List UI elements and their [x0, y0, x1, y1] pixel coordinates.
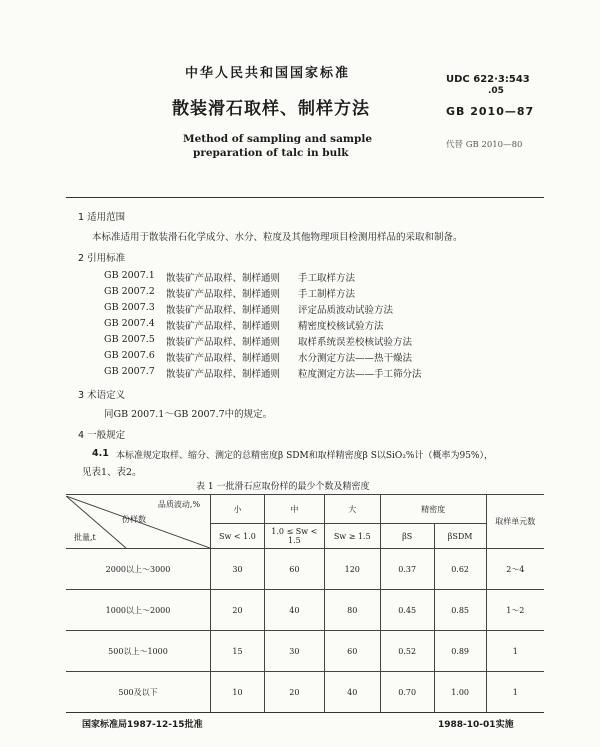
reference-code: GB 2007.1 — [104, 270, 155, 281]
table-corner-cell — [66, 495, 211, 549]
table-cell: 30 — [264, 631, 324, 672]
table-cell: 2～4 — [486, 549, 544, 590]
reference-title: 粒度测定方法——手工筛分法 — [298, 369, 422, 380]
table-cell: 500及以下 — [66, 672, 211, 713]
table-row — [66, 590, 544, 631]
replaces-standard: 代替 GB 2010—80 — [446, 140, 523, 150]
implementation-date: 1988-10-01实施 — [438, 720, 514, 730]
reference-code: GB 2007.6 — [104, 350, 155, 361]
clause-4-1-number: 4.1 — [92, 448, 109, 459]
reference-desc: 散装矿产品取样、制样通则 — [166, 273, 281, 284]
reference-title: 手工取样方法 — [298, 273, 356, 284]
country-standard-heading: 中华人民共和国国家标准 — [185, 66, 351, 81]
reference-title: 评定品质波动试验方法 — [298, 305, 394, 316]
document-title-en-line2: preparation of talc in bulk — [193, 147, 349, 159]
section-1-text: 本标准适用于散装滑石化学成分、水分、粒度及其他物理项目检测用样品的采取和制备。 — [92, 232, 463, 243]
table-cell: 0.62 — [434, 549, 486, 590]
header-divider — [66, 197, 544, 198]
table-cell: 1 — [486, 631, 544, 672]
reference-code: GB 2007.4 — [104, 318, 155, 329]
reference-desc: 散装矿产品取样、制样通则 — [166, 337, 281, 348]
column-subheader: βS — [380, 524, 434, 549]
table-cell: 40 — [264, 590, 324, 631]
reference-code: GB 2007.5 — [104, 334, 155, 345]
reference-title: 手工制样方法 — [298, 289, 356, 300]
table-cell: 0.45 — [380, 590, 434, 631]
table-row — [66, 631, 544, 672]
table-cell: 1 — [486, 672, 544, 713]
table-1-caption: 表 1 一批滑石应取份样的最少个数及精密度 — [196, 482, 370, 492]
column-subheader: βSDM — [434, 524, 486, 549]
table-cell: 0.70 — [380, 672, 434, 713]
document-title-cn: 散装滑石取样、制样方法 — [172, 99, 370, 119]
footer-divider — [66, 712, 544, 713]
section-1-title: 1 适用范围 — [78, 212, 126, 223]
udc-code-suffix: .05 — [488, 86, 504, 96]
column-subheader: Sw < 1.0 — [211, 524, 265, 549]
table-cell: 20 — [264, 672, 324, 713]
reference-title: 取样系统误差校核试验方法 — [298, 337, 413, 348]
clause-4-1-text-continued: 见表1、表2。 — [82, 467, 142, 478]
table-cell: 1～2 — [486, 590, 544, 631]
column-header: 精密度 — [380, 495, 486, 524]
table-cell: 0.89 — [434, 631, 486, 672]
section-3-title: 3 术语定义 — [78, 390, 126, 401]
reference-code: GB 2007.2 — [104, 286, 155, 297]
approval-date: 国家标准局1987-12-15批准 — [82, 720, 203, 730]
table-cell: 2000以上～3000 — [66, 549, 211, 590]
section-4-title: 4 一般规定 — [78, 430, 126, 441]
reference-title: 精密度校核试验方法 — [298, 321, 384, 332]
table-row — [66, 672, 544, 713]
table-cell: 500以上～1000 — [66, 631, 211, 672]
reference-desc: 散装矿产品取样、制样通则 — [166, 369, 281, 380]
table-row — [66, 549, 544, 590]
section-2-title: 2 引用标准 — [78, 253, 126, 264]
table-cell: 20 — [211, 590, 265, 631]
table-cell: 15 — [211, 631, 265, 672]
table-cell: 60 — [264, 549, 324, 590]
column-header: 取样单元数 — [486, 495, 544, 549]
corner-label-lot-size: 批量,t — [74, 532, 96, 542]
corner-label-increments: 份样数 — [122, 514, 146, 524]
reference-desc: 散装矿产品取样、制样通则 — [166, 353, 281, 364]
table-cell: 0.85 — [434, 590, 486, 631]
table-cell: 0.37 — [380, 549, 434, 590]
table-cell: 0.52 — [380, 631, 434, 672]
table-cell: 80 — [324, 590, 380, 631]
table-cell: 1000以上～2000 — [66, 590, 211, 631]
column-subheader: Sw ≥ 1.5 — [324, 524, 380, 549]
reference-code: GB 2007.7 — [104, 366, 155, 377]
table-cell: 120 — [324, 549, 380, 590]
table-cell: 10 — [211, 672, 265, 713]
table-cell: 1.00 — [434, 672, 486, 713]
column-subheader: 1.0 ≤ Sw < 1.5 — [264, 524, 324, 549]
column-header: 中 — [264, 495, 324, 524]
udc-code: UDC 622·3:543 — [446, 74, 530, 85]
sampling-table — [66, 494, 544, 713]
table-cell: 40 — [324, 672, 380, 713]
reference-desc: 散装矿产品取样、制样通则 — [166, 305, 281, 316]
document-title-en-line1: Method of sampling and sample — [183, 133, 373, 145]
corner-label-quality-fluctuation: 品质波动,% — [157, 499, 201, 509]
column-header: 大 — [324, 495, 380, 524]
gb-number: GB 2010—87 — [446, 105, 535, 118]
column-header: 小 — [211, 495, 265, 524]
reference-desc: 散装矿产品取样、制样通则 — [166, 321, 281, 332]
reference-desc: 散装矿产品取样、制样通则 — [166, 289, 281, 300]
table-cell: 60 — [324, 631, 380, 672]
clause-4-1-text: 本标准规定取样、缩分、测定的总精密度β SDM和取样精密度β S以SiO₂%计（概率为95%）， — [116, 451, 493, 461]
section-3-text: 同GB 2007.1～GB 2007.7中的规定。 — [104, 409, 273, 420]
reference-code: GB 2007.3 — [104, 302, 155, 313]
reference-title: 水分测定方法——热干燥法 — [298, 353, 413, 364]
table-cell: 30 — [211, 549, 265, 590]
